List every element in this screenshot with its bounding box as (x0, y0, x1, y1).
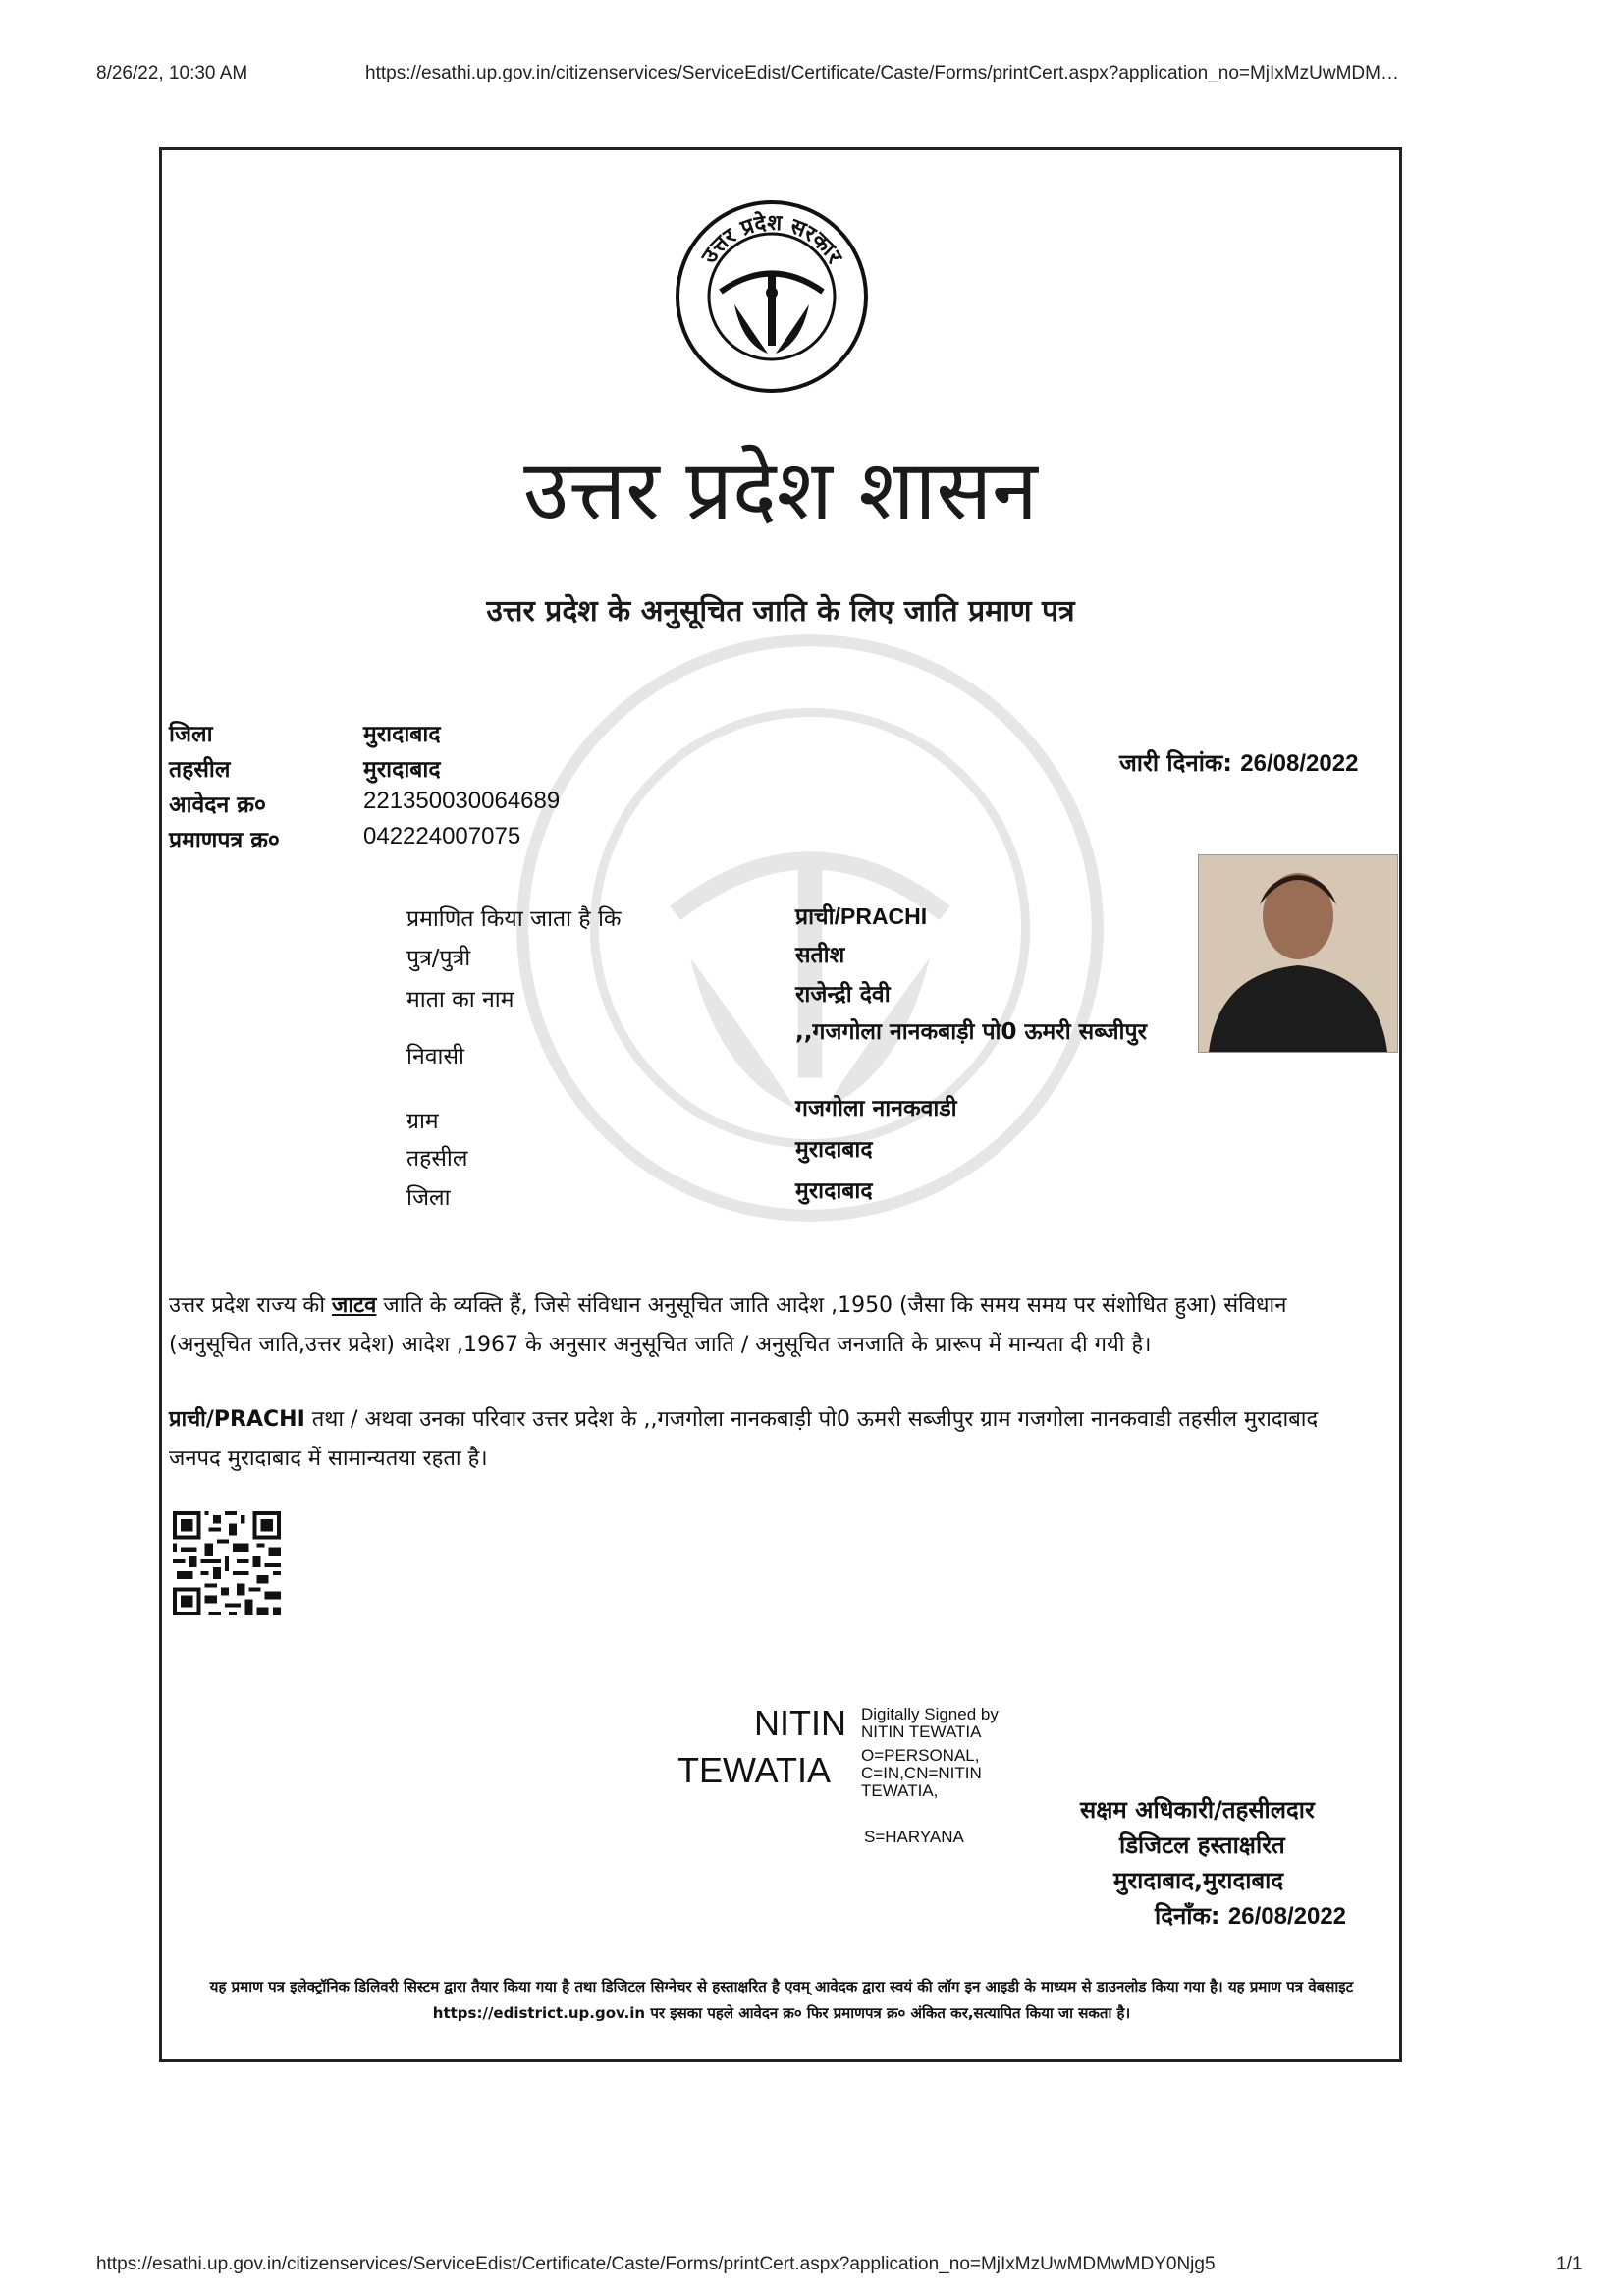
detail-tehsil-value: मुरादाबाद (795, 1137, 873, 1163)
detail-district-value: मुरादाबाद (795, 1178, 873, 1204)
detail-resident-label: निवासी (406, 1044, 464, 1069)
officer-date (1155, 1899, 1346, 1932)
qr-code-icon (169, 1507, 285, 1623)
officer-date-value: 26/08/2022 (1227, 1903, 1347, 1930)
officer-place: मुरादाबाद,मुरादाबाद (1113, 1867, 1284, 1894)
para2-applicant-name: प्राची/PRACHI (169, 1407, 305, 1432)
detail-mother-value: राजेन्द्री देवी (795, 982, 891, 1008)
meta-district-value: मुरादाबाद (363, 722, 441, 747)
certificate-disclaimer: यह प्रमाण पत्र इलेक्ट्रॉनिक डिलिवरी सिस्टम द्वारा तैयार किया गया है तथा डिजिटल सिग्नेचर से हस्ताक्षरित है एवम् आवेदक द्वारा स्वयं की लॉग इन आइडी के माध्यम से डाउनलोड किया गया है। यह प्रमाण पत्र वेबसाइट https://edistrict.up.gov.in पर इसका पहले आवेदन क्र० फिर प्रमाणपत्र क्र० अंकित कर,सत्यापित किया जा सकता है। (209, 1978, 1354, 2022)
person-photo-icon (1199, 855, 1397, 1052)
signer-name-line1: NITIN (754, 1703, 846, 1743)
certificate-paragraph-2 (169, 1400, 1375, 1479)
emblem-text: उत्तर प्रदेश सरकार (697, 210, 847, 268)
detail-parent-label: पुत्र/पुत्री (406, 946, 471, 971)
meta-tehsil-label: तहसील (169, 757, 231, 783)
print-footer-url: https://esathi.up.gov.in/citizenservices/ServiceEdist/Certificate/Caste/Forms/printCert.aspx?application_no=MjIxMzUwMDMwMDY0Njg5 (96, 2254, 1216, 2274)
certificate-subtitle: उत्तर प्रदेश के अनुसूचित जाति के लिए जाति प्रमाण पत्र (486, 594, 1075, 628)
detail-resident-value: ,,गजगोला नानकबाड़ी पो0 ऊमरी सब्जीपुर (795, 1019, 1147, 1045)
issue-date-value: 26/08/2022 (1240, 750, 1359, 777)
signer-name-line2: TEWATIA (677, 1750, 831, 1790)
print-header-url: https://esathi.up.gov.in/citizenservices/ServiceEdist/Certificate/Caste/Forms/printCert.aspx?application_no=MjIxMzUwMDM… (365, 63, 1399, 83)
officer-date-label: दिनाँक: (1155, 1902, 1220, 1930)
issue-date-label: जारी दिनांक: (1119, 749, 1232, 777)
certificate-paragraph-1 (169, 1286, 1375, 1365)
detail-tehsil-label: तहसील (406, 1146, 468, 1172)
meta-certificate-label: प्रमाणपत्र क्र० (169, 828, 280, 853)
para2-text: तथा / अथवा उनका परिवार उत्तर प्रदेश के ,,गजगोला नानकबाड़ी पो0 ऊमरी सब्जीपुर ग्राम गजगोला नानकवाडी तहसील मुरादाबाद जनपद मुरादाबाद में सामान्यतया रहता है। (169, 1407, 1319, 1471)
print-page-number: 1/1 (1556, 2254, 1583, 2274)
officer-signed-note: डिजिटल हस्ताक्षरित (1119, 1831, 1285, 1859)
print-datetime: 8/26/22, 10:30 AM (96, 63, 248, 83)
sig-detail-line3: O=PERSONAL, (861, 1746, 980, 1765)
meta-certificate-number: 042224007075 (363, 823, 521, 849)
meta-tehsil-value: मुरादाबाद (363, 757, 441, 783)
applicant-name: प्राची/PRACHI (795, 903, 928, 929)
certificate-title: उत्तर प्रदेश शासन (523, 442, 1038, 538)
sig-detail-line5: TEWATIA, (861, 1781, 939, 1800)
detail-district-label: जिला (406, 1185, 451, 1211)
detail-mother-label: माता का नाम (406, 987, 514, 1012)
meta-application-number: 221350030064689 (363, 788, 561, 814)
detail-parent-value: सतीश (795, 943, 845, 968)
officer-designation: सक्षम अधिकारी/तहसीलदार (1080, 1796, 1315, 1824)
detail-name-value (795, 900, 1178, 934)
sig-detail-line4: C=IN,CN=NITIN (861, 1764, 982, 1782)
para1-end: जाति के व्यक्ति हैं, जिसे संविधान अनुसूचित जाति आदेश ,1950 (जैसा कि समय समय पर संशोधित हुआ) संविधान (अनुसूचित जाति,उत्तर प्रदेश) आदेश ,1967 के अनुसार अनुसूचित जाति / अनुसूचित जनजाति के प्रारूप में मान्यता दी गयी है। (169, 1293, 1287, 1357)
detail-certified-label: प्रमाणित किया जाता है कि (406, 906, 622, 932)
detail-village-label: ग्राम (406, 1109, 439, 1134)
sig-detail-line1: Digitally Signed by (861, 1705, 999, 1723)
sig-detail-line6: S=HARYANA (864, 1828, 964, 1846)
caste-name: जाटव (332, 1293, 377, 1318)
state-emblem-icon (674, 198, 870, 395)
sig-detail-line2: NITIN TEWATIA (861, 1722, 982, 1741)
para1-start: उत्तर प्रदेश राज्य की (169, 1293, 326, 1318)
issue-date (1119, 746, 1358, 779)
meta-district-label: जिला (169, 722, 213, 747)
detail-village-value: गजगोला नानकवाडी (795, 1096, 957, 1121)
meta-application-label: आवेदन क्र० (169, 792, 266, 818)
applicant-photo (1198, 854, 1398, 1053)
